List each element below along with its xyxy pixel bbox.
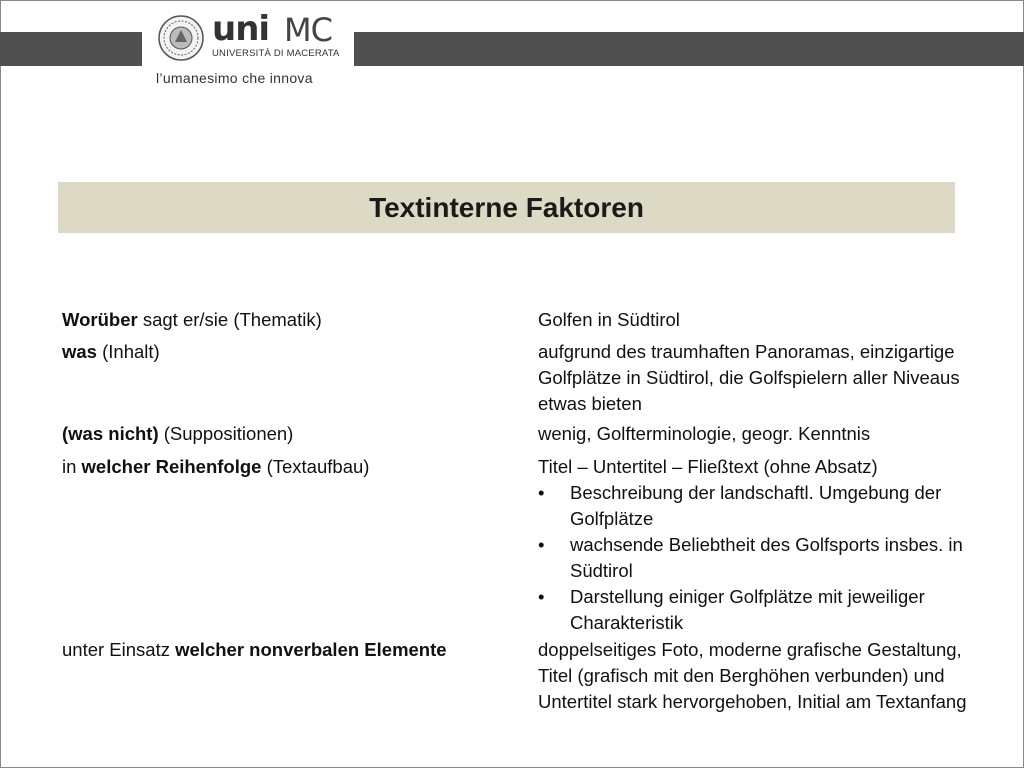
label-rest: sagt er/sie (Thematik)	[137, 309, 322, 330]
brand-subtitle: UNIVERSITÀ DI MACERATA	[212, 48, 340, 59]
brand-bold: uni	[212, 9, 270, 49]
row-value: doppelseitiges Foto, moderne grafische Gestaltung, Titel (grafisch mit den Berghöhen verbunden) und Untertitel stark hervorgehoben, Initial am Textanfang	[538, 639, 967, 712]
row-value: Golfen in Südtirol	[538, 309, 680, 330]
row-value-text: Titel – Untertitel – Fließtext (ohne Absatz)	[538, 456, 878, 477]
label-rest: (Inhalt)	[96, 341, 160, 362]
label-bold: welcher nonverbalen Elemente	[175, 639, 447, 660]
row-value: aufgrund des traumhaften Panoramas, einzigartige Golfplätze in Südtirol, die Golfspielern aller Niveaus etwas bieten	[538, 341, 960, 414]
label-bold: (was nicht)	[62, 423, 159, 444]
label-bold: Worüber	[62, 309, 138, 330]
slide-title: Textinterne Faktoren	[369, 191, 644, 223]
row-label	[62, 421, 522, 447]
row-label	[62, 307, 522, 333]
header-bar-left	[0, 32, 142, 66]
list-item: • Darstellung einiger Golfplätze mit jeweiliger Charakteristik	[538, 584, 988, 636]
row-label	[62, 637, 522, 663]
label-rest: (Textaufbau)	[261, 456, 370, 477]
row-label	[62, 454, 522, 480]
brand-light: MC	[284, 11, 332, 49]
label-bold: was	[62, 341, 97, 362]
university-seal-icon	[158, 15, 204, 61]
row-label	[62, 339, 522, 365]
row-value: wenig, Golfterminologie, geogr. Kenntnis	[538, 423, 871, 444]
list-item: • wachsende Beliebtheit des Golfsports insbes. in Südtirol	[538, 532, 988, 584]
list-item: • Beschreibung der landschaftl. Umgebung der Golfplätze	[538, 480, 988, 532]
row-value	[538, 454, 988, 636]
brand-motto: l’umanesimo che innova	[156, 70, 313, 86]
label-pre: in	[62, 456, 82, 477]
header-bar-right	[354, 32, 1024, 66]
title-bar	[58, 182, 955, 233]
bullet-list	[538, 480, 988, 636]
label-rest: (Suppositionen)	[158, 423, 294, 444]
label-bold: welcher Reihenfolge	[81, 456, 262, 477]
label-pre: unter Einsatz	[62, 639, 176, 660]
